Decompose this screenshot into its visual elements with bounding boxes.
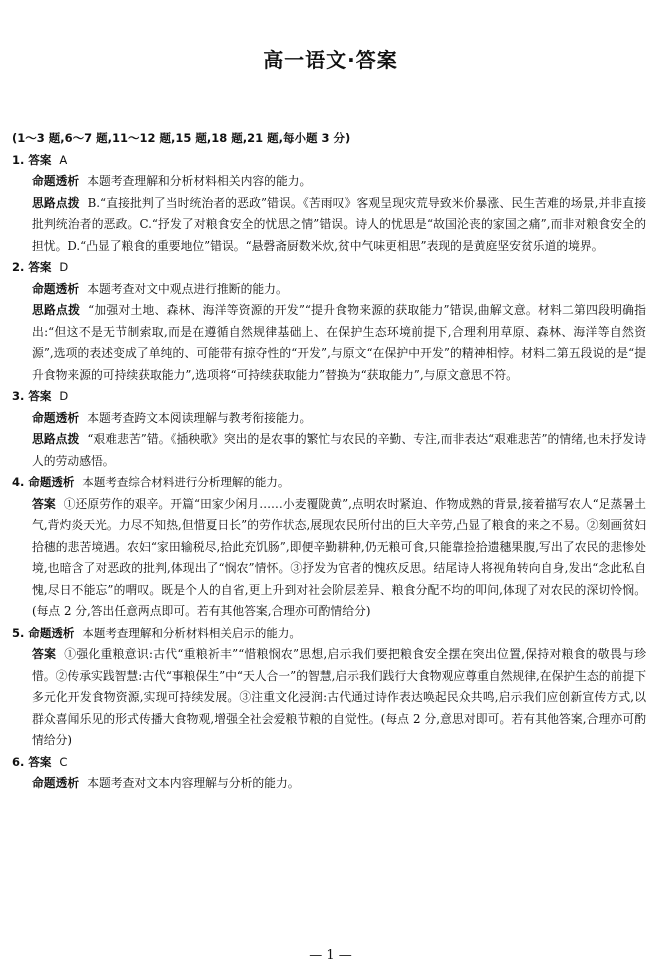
score-scope-note: (1～3 题,6～7 题,11～12 题,15 题,18 题,21 题,每小题 3 分)	[12, 131, 351, 145]
page-number: — 1 —	[309, 948, 352, 963]
hint-row	[12, 429, 646, 472]
analysis-text: 本题考查综合材料进行分析理解的能力。	[82, 475, 290, 489]
row-text: 本题考查对文中观点进行推断的能力。	[87, 281, 288, 296]
question-4	[12, 472, 646, 623]
answer-value: C	[59, 754, 68, 769]
row-text: 本题考查理解和分析材料相关内容的能力。	[87, 174, 312, 188]
row-label: 命题透析	[32, 410, 80, 425]
row-label: 命题透析	[32, 174, 80, 188]
question-number: 6. 答案	[12, 754, 52, 769]
analysis-row	[12, 171, 646, 193]
row-text: ①强化重粮意识:古代“重粮祈丰”“惜粮悯农”思想,启示我们要把粮食安全摆在突出位置,保持对粮食的敬畏与珍惜。②传承实践智慧:古代“事粮保生”中“天人合一”的智慧,启示我们践行大食物观应尊重自然规律,在保护生态的前提下多元化开发食物资源,实现可持续发展。③注重文化浸润:古代通过诗作表达唤起民众共鸣,启示我们应创新宣传方式,以群众喜闻乐见的形式传播大食物观,增强全社会爱粮节粮的自觉性。(每点 2 分,意思对即可。若有其他答案,合理亦可酌情给分)	[32, 647, 646, 747]
row-text: ①还原劳作的艰辛。开篇“田家少闲月……小麦覆陇黄”,点明农时紧迫、作物成熟的背景,接着描写农人“足蒸暑土气,背灼炎天光。力尽不知热,但惜夏日长”的劳作状态,展现农民所付出的巨大辛劳,凸显了粮食的来之不易。②刻画贫妇拾穗的悲苦境遇。农妇“家田输税尽,拾此充饥肠”,即便辛勤耕种,仍无粮可食,只能靠捡拾遗穗果腹,写出了农民的悲惨处境,也暗含了对恶政的批判,体现出了“悯农”情怀。③抒发为官者的愧疚反思。结尾诗人将视角转向自身,发出“念此私自愧,尽日不能忘”的喟叹。既是个人的自省,更上升到对社会阶层差异、粮食分配不均的叩问,体现了对农民的深切怜悯。(每点 2 分,答出任意两点即可。若有其他答案,合理亦可酌情给分)	[32, 496, 646, 618]
row-label: 思路点拨	[32, 303, 81, 317]
analysis-text: 本题考查理解和分析材料相关启示的能力。	[82, 625, 301, 640]
row-text: B.“直接批判了当时统治者的恶政”错误。《苦雨叹》客观呈现灾荒导致米价暴涨、民生苦难的场景,并非直接批判统治者的恶政。C.“抒发了对粮食安全的忧思之情”错误。诗人的忧思是“故国沦丧的家国之痛”,而非对粮食安全的担忧。D.“凸显了粮食的重要地位”错误。“悬磬斋厨数米炊,贫中气味更相思”表现的是黄庭坚安贫乐道的境界。	[32, 195, 646, 253]
hint-row	[12, 193, 646, 258]
question-number: 3. 答案	[12, 389, 52, 403]
row-label: 答案	[32, 647, 57, 661]
row-label: 思路点拨	[32, 195, 80, 210]
answer-value: A	[59, 152, 68, 167]
answer-value: D	[59, 260, 69, 274]
question-2	[12, 257, 646, 386]
analysis-row	[12, 279, 646, 301]
question-number: 4. 命题透析	[12, 475, 75, 489]
analysis-row	[12, 408, 646, 430]
question-header	[12, 623, 646, 645]
answer-row	[12, 494, 646, 623]
question-header	[12, 386, 646, 408]
row-text: 本题考查对文本内容理解与分析的能力。	[87, 776, 300, 790]
question-5	[12, 623, 646, 752]
question-number: 1. 答案	[12, 152, 52, 167]
analysis-row	[12, 773, 646, 795]
answer-content	[12, 128, 646, 795]
question-number: 2. 答案	[12, 260, 52, 274]
row-label: 思路点拨	[32, 432, 80, 446]
question-header	[12, 150, 646, 172]
row-text: 本题考查跨文本阅读理解与教考衔接能力。	[87, 410, 312, 425]
question-header	[12, 472, 646, 494]
question-3	[12, 386, 646, 472]
question-1	[12, 150, 646, 258]
row-label: 命题透析	[32, 281, 80, 296]
answer-value: D	[59, 389, 69, 403]
page-title: 高一语文·答案	[263, 48, 398, 72]
question-header	[12, 257, 646, 279]
question-header	[12, 752, 646, 774]
row-text: “艰难悲苦”错。《插秧歌》突出的是农事的繁忙与农民的辛勤、专注,而非表达“艰难悲苦”的情绪,也未抒发诗人的劳动感悟。	[32, 432, 646, 468]
hint-row	[12, 300, 646, 386]
answer-row	[12, 644, 646, 752]
row-label: 命题透析	[32, 776, 80, 790]
row-label: 答案	[32, 496, 56, 511]
row-text: “加强对土地、森林、海洋等资源的开发”“提升食物来源的获取能力”错误,曲解文意。材料二第四段明确指出:“但这不是无节制索取,而是在遵循自然规律基础上、在保护生态环境前提下,合理利用草原、森林、海洋等自然资源”,选项的表述变成了单纯的、可能带有掠夺性的“开发”,与原文“在保护中开发”的精神相悖。材料二第五段说的是“提升食物来源的可持续获取能力”,选项将“可持续获取能力”替换为“获取能力”,与原文意思不符。	[32, 303, 646, 382]
question-number: 5. 命题透析	[12, 625, 75, 640]
question-6	[12, 752, 646, 795]
